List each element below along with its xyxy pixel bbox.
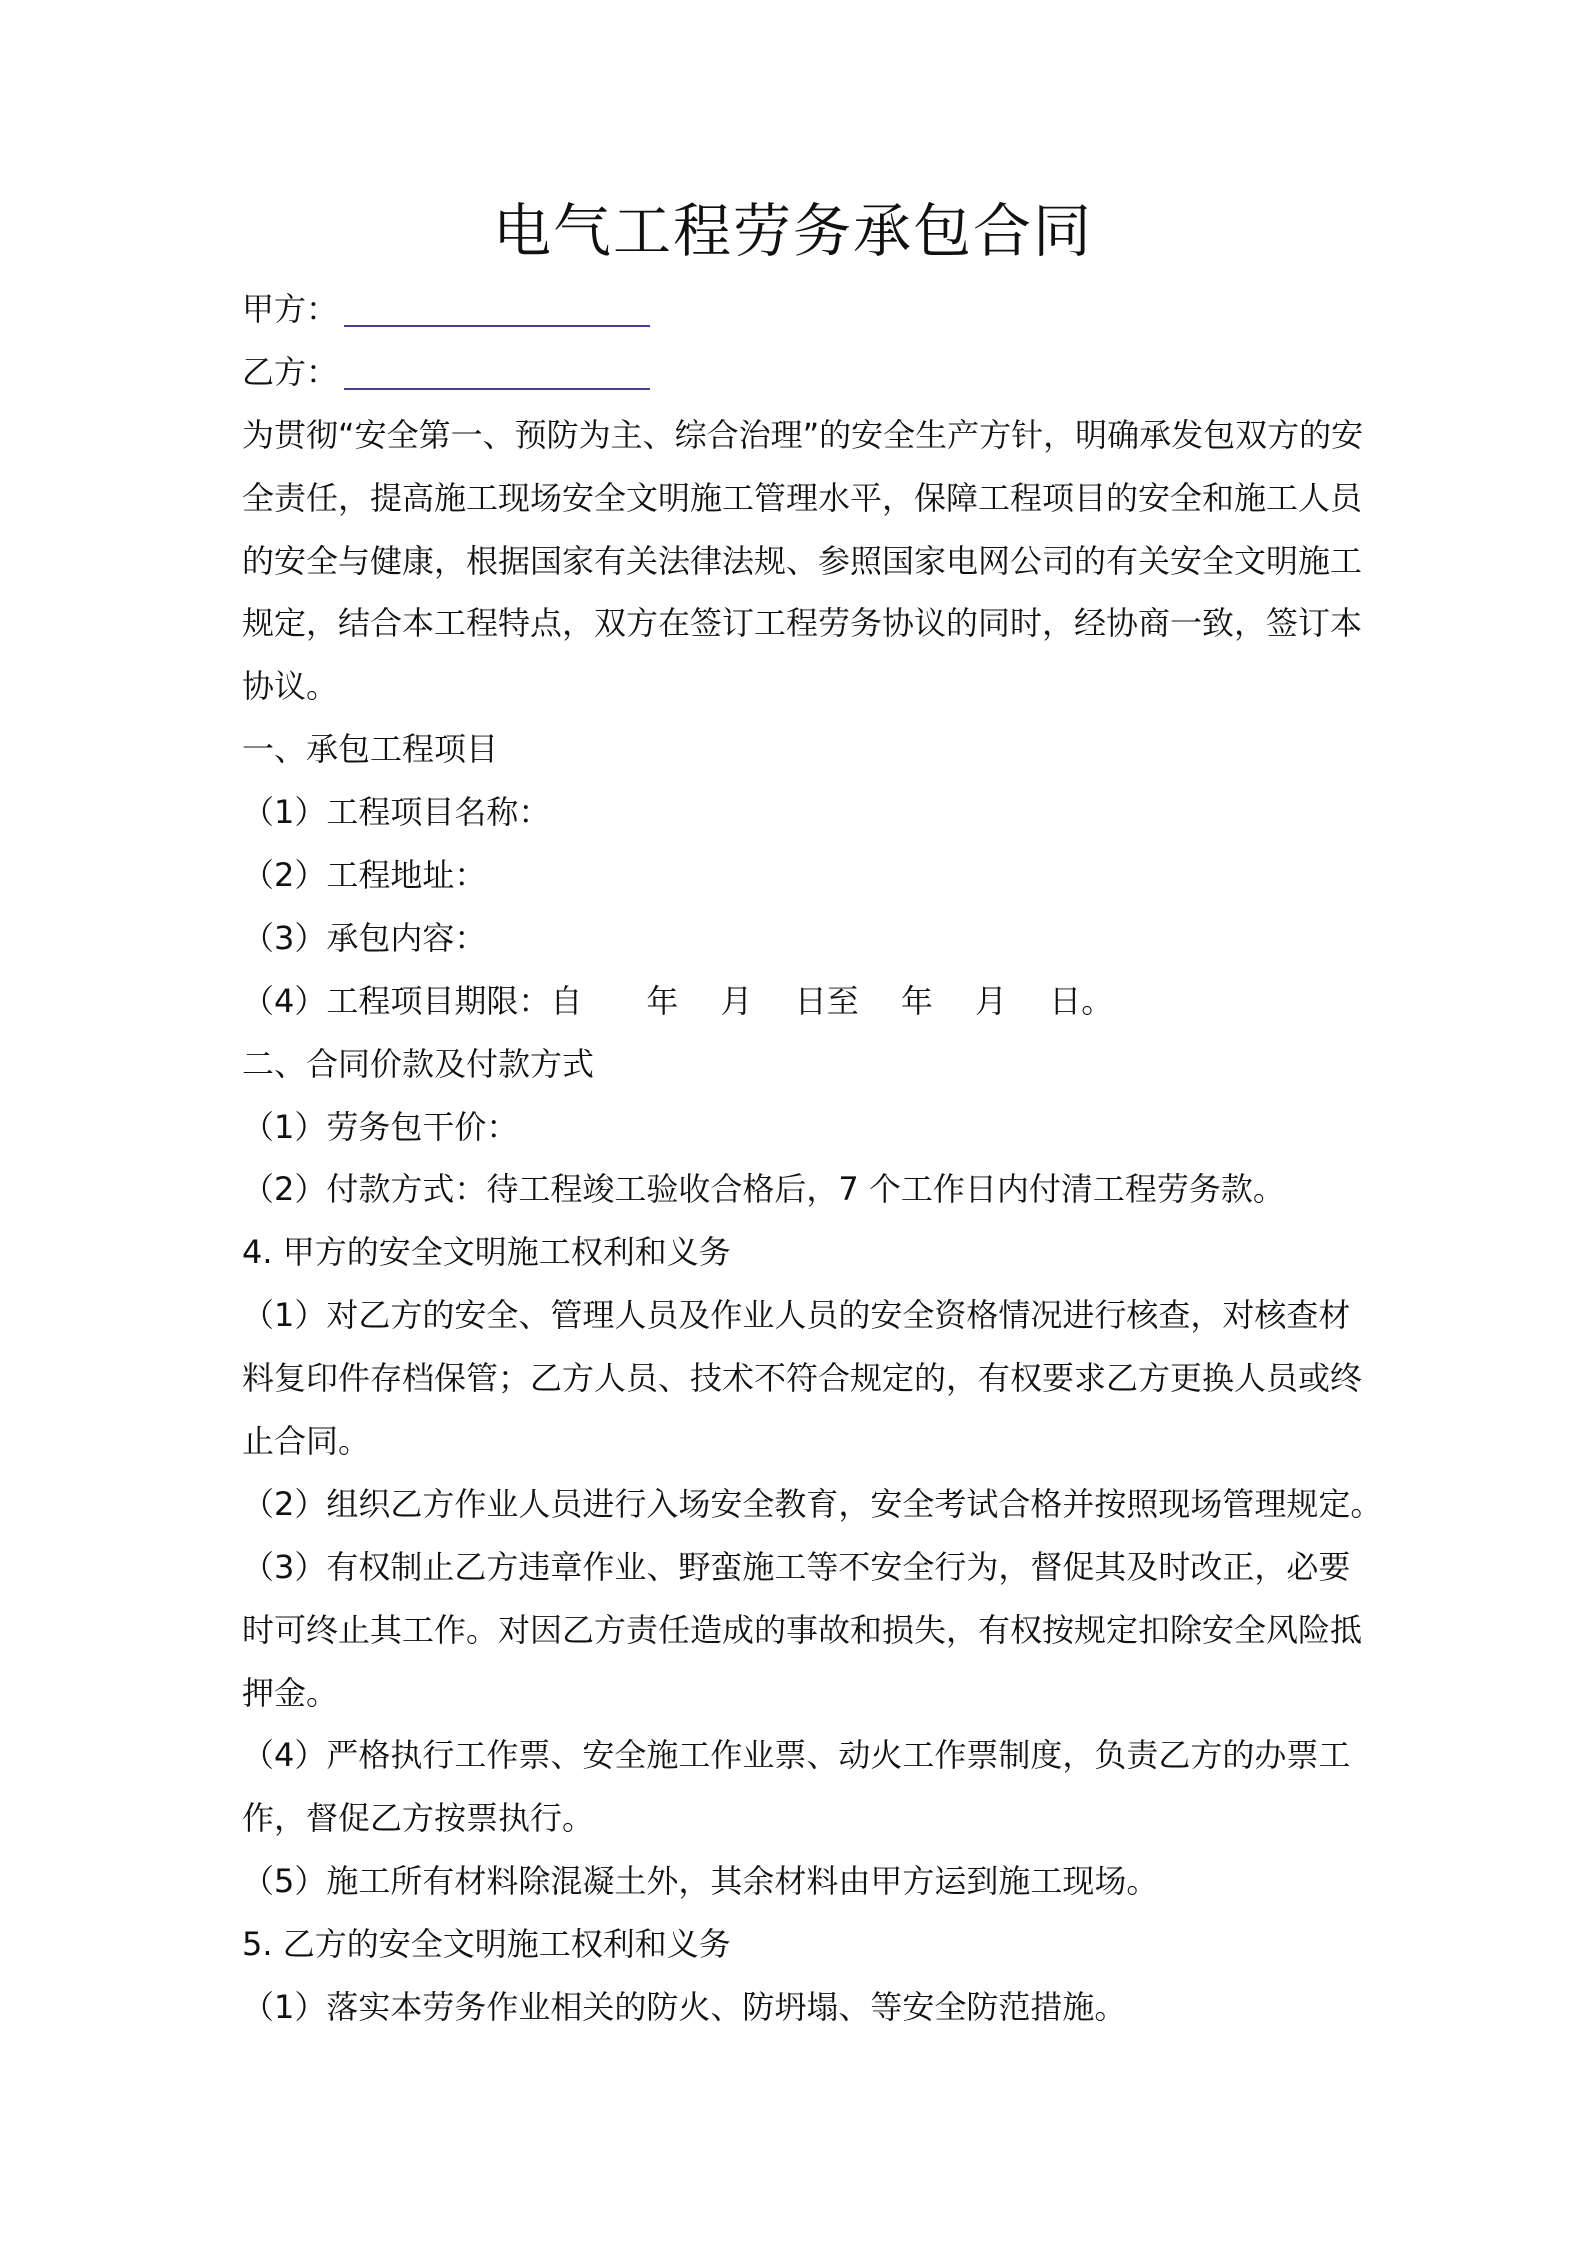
- text-line: 一、承包工程项目: [242, 730, 499, 769]
- contract-text: [242, 404, 1442, 2039]
- text-line: 协议。: [242, 667, 339, 706]
- text-line: 二、合同价款及付款方式: [242, 1044, 595, 1083]
- text-line: 为贯彻“安全第一、预防为主、综合治理”的安全生产方针，明确承发包双方的安: [242, 415, 1364, 454]
- text-line: （3）有权制止乙方违章作业、野蛮施工等不安全行为，督促其及时改正，必要: [242, 1547, 1351, 1586]
- text-line: （1）工程项目名称：: [242, 793, 551, 832]
- party-b-label: 乙方：: [242, 352, 339, 391]
- party-b-line: [242, 341, 1442, 404]
- document-body: [242, 278, 1442, 2039]
- text-line: （4）严格执行工作票、安全施工作业票、动火工作票制度，负责乙方的办票工: [242, 1736, 1351, 1775]
- text-line: 料复印件存档保管；乙方人员、技术不符合规定的，有权要求乙方更换人员或终: [242, 1359, 1363, 1398]
- text-line: 全责任，提高施工现场安全文明施工管理水平，保障工程项目的安全和施工人员: [242, 478, 1363, 517]
- text-line: （2）工程地址：: [242, 856, 487, 895]
- document-title: 电气工程劳务承包合同: [492, 197, 1093, 265]
- text-line: （1）对乙方的安全、管理人员及作业人员的安全资格情况进行核查，对核查材: [242, 1296, 1351, 1335]
- text-line: 5. 乙方的安全文明施工权利和义务: [242, 1925, 731, 1964]
- text-line: （2）组织乙方作业人员进行入场安全教育，安全考试合格并按照现场管理规定。: [242, 1484, 1383, 1523]
- text-line: 时可终止其工作。对因乙方责任造成的事故和损失，有权按规定扣除安全风险抵: [242, 1610, 1363, 1649]
- text-line: 止合同。: [242, 1422, 371, 1461]
- party-a-line: [242, 278, 1442, 341]
- text-line: 规定，结合本工程特点，双方在签订工程劳务协议的同时，经协商一致，签订本: [242, 604, 1363, 643]
- text-line: （4）工程项目期限：自 年 月 日至 年 月 日。: [242, 981, 1114, 1020]
- text-line: （1）劳务包干价：: [242, 1107, 519, 1146]
- text-line: （2）付款方式：待工程竣工验收合格后，7 个工作日内付清工程劳务款。: [242, 1170, 1285, 1209]
- text-line: （3）承包内容：: [242, 918, 487, 957]
- text-line: 押金。: [242, 1673, 339, 1712]
- text-line: 作，督促乙方按票执行。: [242, 1799, 595, 1838]
- text-line: 的安全与健康，根据国家有关法律法规、参照国家电网公司的有关安全文明施工: [242, 541, 1363, 580]
- party-a-label: 甲方：: [242, 290, 339, 328]
- party-a-blank: [344, 295, 650, 327]
- text-line: 4. 甲方的安全文明施工权利和义务: [242, 1233, 731, 1272]
- party-b-blank: [344, 358, 650, 390]
- text-line: （5）施工所有材料除混凝土外，其余材料由甲方运到施工现场。: [242, 1862, 1159, 1901]
- text-line: （1）落实本劳务作业相关的防火、防坍塌、等安全防范措施。: [242, 1988, 1127, 2027]
